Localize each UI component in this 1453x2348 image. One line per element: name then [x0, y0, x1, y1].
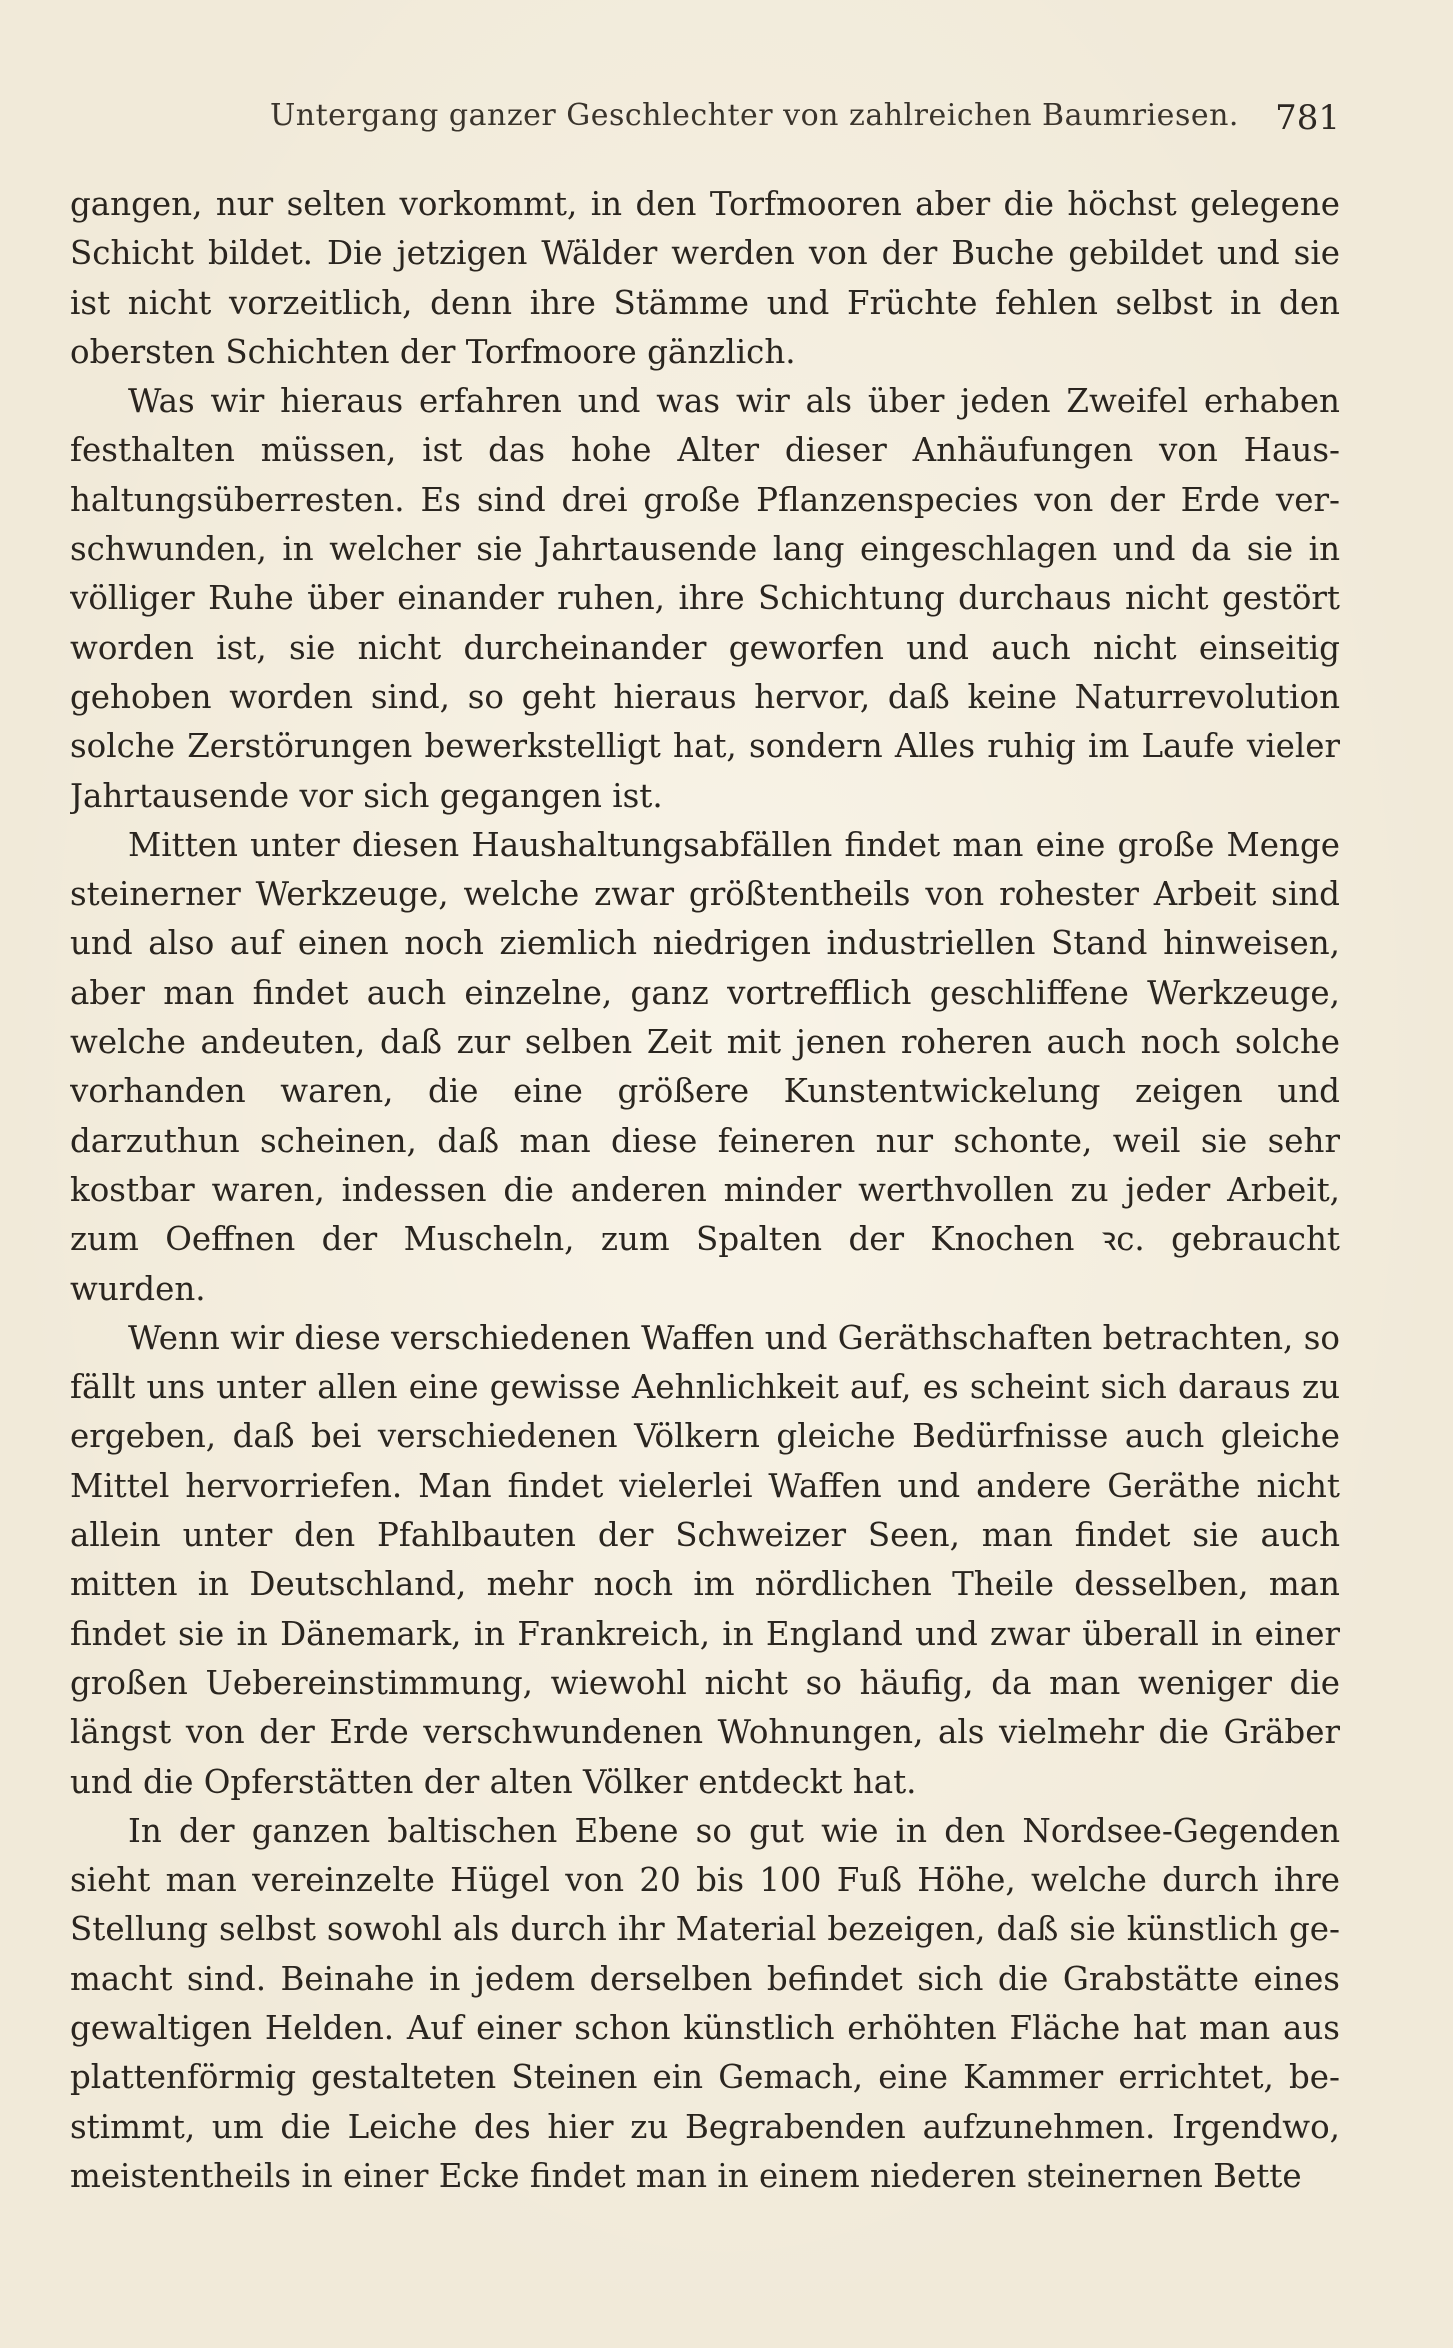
paragraph-continuation: gangen, nur selten vorkommt, in den Torfmooren aber die höchst gelegene Schicht bildet. Die jetzigen Wälder werden von der Buche gebildet und sie ist nicht vorzeitlich, denn ihre Stämme und Früchte fehlen selbst in den obersten Schichten der Torfmoore gänzlich.	[70, 185, 1340, 371]
paragraph: Was wir hieraus erfahren und was wir als über jeden Zweifel erhaben festhalten müssen, ist das hohe Alter dieser Anhäufungen von Haushaltungsüberresten. Es sind drei große Pflanzenspecies von der Erde verschwunden, in welcher sie Jahrtausende lang eingeschlagen und da sie in völliger Ruhe über einander ruhen, ihre Schichtung durchaus nicht gestört worden ist, sie nicht durcheinander geworfen und auch nicht einseitig gehoben worden sind, so geht hieraus hervor, daß keine Naturrevolution solche Zerstörungen bewerkstelligt hat, sondern Alles ruhig im Laufe vieler Jahrtausende vor sich gegangen ist.	[70, 382, 1340, 815]
paragraph: Mitten unter diesen Haushaltungsabfällen findet man eine große Menge steinerner Werkzeuge, welche zwar größtentheils von rohester Arbeit sind und also auf einen noch ziemlich niedrigen industriellen Stand hinweisen, aber man findet auch einzelne, ganz vortrefflich geschliffene Werkzeuge, welche andeuten, daß zur selben Zeit mit jenen roheren auch noch solche vorhanden waren, die eine größere Kunstentwickelung zeigen und darzuthun scheinen, daß man diese feineren nur schonte, weil sie sehr kostbar waren, indessen die anderen minder werthvollen zu jeder Arbeit, zum Oeffnen der Muscheln, zum Spalten der Knochen ꝛc. gebraucht wurden.	[70, 825, 1340, 1308]
body-text	[70, 180, 1340, 2240]
page-header	[70, 98, 1340, 158]
paragraph: In der ganzen baltischen Ebene so gut wie in den Nordsee-Gegenden sieht man vereinzelte Hügel von 20 bis 100 Fuß Höhe, welche durch ihre Stellung selbst sowohl als durch ihr Material bezeigen, daß sie künstlich gemacht sind. Beinahe in jedem derselben befindet sich die Grabstätte eines gewaltigen Helden. Auf einer schon künstlich erhöhten Fläche hat man aus plattenförmig gestalteten Steinen ein Gemach, eine Kammer errichtet, bestimmt, um die Leiche des hier zu Begrabenden aufzunehmen. Irgendwo, meistentheils in einer Ecke findet man in einem niederen steinernen Bette	[70, 1811, 1340, 2195]
paragraph: Wenn wir diese verschiedenen Waffen und Geräthschaften betrachten, so fällt uns unter allen eine gewisse Aehnlichkeit auf, es scheint sich daraus zu ergeben, daß bei verschiedenen Völkern gleiche Bedürfnisse auch gleiche Mittel hervorriefen. Man findet vielerlei Waffen und andere Geräthe nicht allein unter den Pfahlbauten der Schweizer Seen, man findet sie auch mitten in Deutschland, mehr noch im nördlichen Theile desselben, man findet sie in Dänemark, in Frankreich, in England und zwar überall in einer großen Uebereinstimmung, wiewohl nicht so häufig, da man weniger die längst von der Erde verschwundenen Wohnungen, als vielmehr die Gräber und die Opferstätten der alten Völker entdeckt hat.	[70, 1318, 1340, 1801]
page-number: 781	[1275, 98, 1340, 138]
running-head: Untergang ganzer Geschlechter von zahlreichen Baumriesen.	[270, 98, 1239, 133]
